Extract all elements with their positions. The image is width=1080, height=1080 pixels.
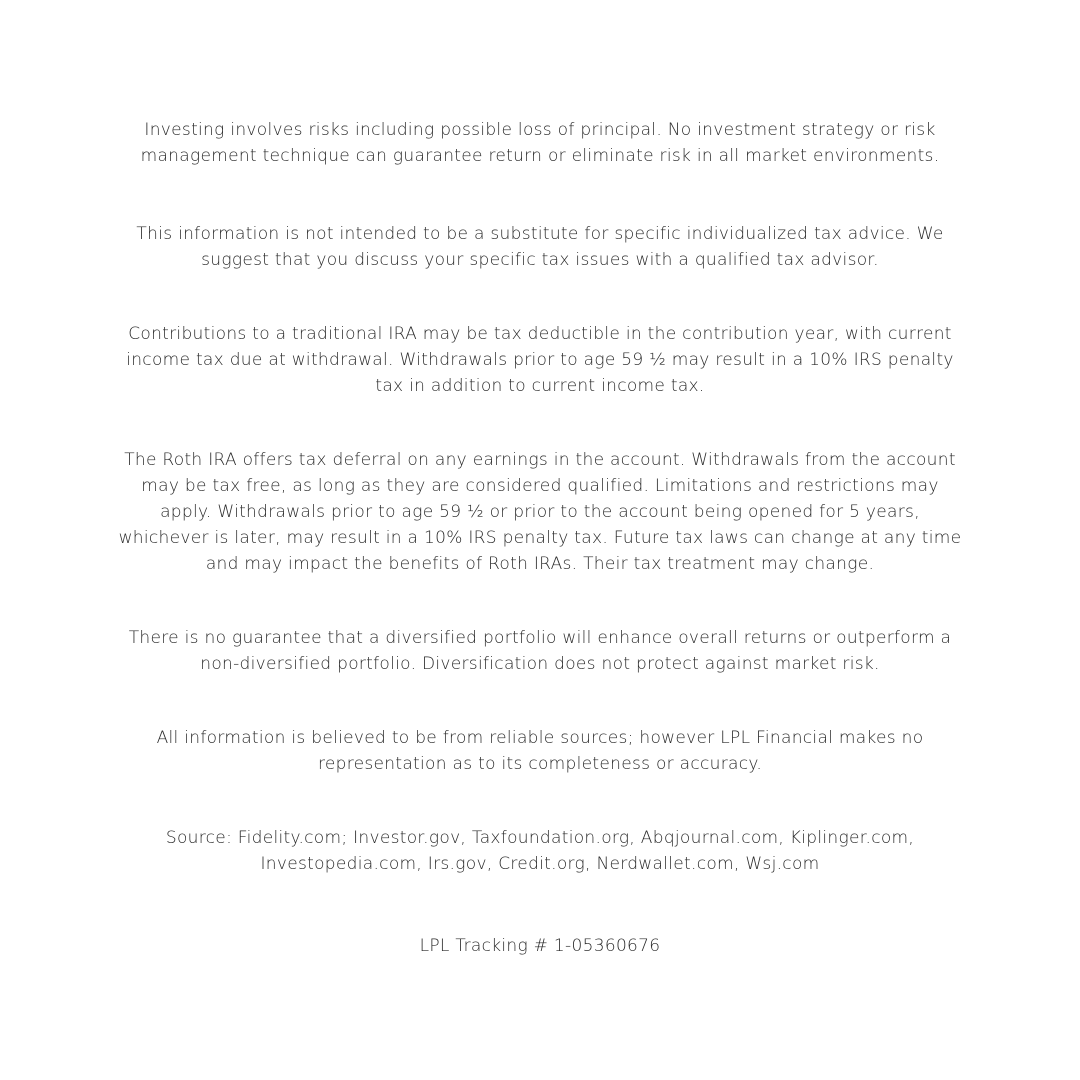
roth-ira-disclosure-line: whichever is later, may result in a 10% IRS penalty tax. Future tax laws can change at any time xyxy=(118,528,962,548)
reliability-disclosure-line: All information is believed to be from reliable sources; however LPL Financial makes no xyxy=(156,728,924,748)
diversification-disclosure-line: There is no guarantee that a diversified portfolio will enhance overall returns or outperform a xyxy=(128,628,952,648)
tax-advice-disclosure-line: This information is not intended to be a substitute for specific individualized tax advice. We xyxy=(136,224,944,244)
traditional-ira-disclosure-line: tax in addition to current income tax. xyxy=(375,376,705,396)
sources-list-line: Investopedia.com, Irs.gov, Credit.org, Nerdwallet.com, Wsj.com xyxy=(260,854,820,874)
tracking-number-line: LPL Tracking # 1-05360676 xyxy=(419,936,661,956)
sources-list-line: Source: Fidelity.com; Investor.gov, Taxfoundation.org, Abqjournal.com, Kiplinger.com, xyxy=(165,828,915,848)
reliability-disclosure-line: representation as to its completeness or accuracy. xyxy=(317,754,763,774)
tax-advice-disclosure xyxy=(0,221,1080,273)
roth-ira-disclosure xyxy=(0,447,1080,577)
diversification-disclosure-line: non-diversified portfolio. Diversification does not protect against market risk. xyxy=(200,654,880,674)
tracking-number xyxy=(0,933,1080,959)
risk-disclosure-line: Investing involves risks including possible loss of principal. No investment strategy or risk xyxy=(144,120,936,140)
reliability-disclosure xyxy=(0,725,1080,777)
roth-ira-disclosure-line: The Roth IRA offers tax deferral on any earnings in the account. Withdrawals from the account xyxy=(124,450,956,470)
roth-ira-disclosure-line: may be tax free, as long as they are considered qualified. Limitations and restrictions may xyxy=(141,476,939,496)
roth-ira-disclosure-line: and may impact the benefits of Roth IRAs. Their tax treatment may change. xyxy=(205,554,875,574)
tax-advice-disclosure-line: suggest that you discuss your specific tax issues with a qualified tax advisor. xyxy=(201,250,879,270)
traditional-ira-disclosure xyxy=(0,321,1080,399)
risk-disclosure xyxy=(0,117,1080,169)
sources-list xyxy=(0,825,1080,877)
risk-disclosure-line: management technique can guarantee return or eliminate risk in all market environments. xyxy=(140,146,940,166)
traditional-ira-disclosure-line: Contributions to a traditional IRA may be tax deductible in the contribution year, with current xyxy=(128,324,952,344)
traditional-ira-disclosure-line: income tax due at withdrawal. Withdrawals prior to age 59 ½ may result in a 10% IRS penalty xyxy=(126,350,954,370)
diversification-disclosure xyxy=(0,625,1080,677)
roth-ira-disclosure-line: apply. Withdrawals prior to age 59 ½ or prior to the account being opened for 5 years, xyxy=(160,502,920,522)
